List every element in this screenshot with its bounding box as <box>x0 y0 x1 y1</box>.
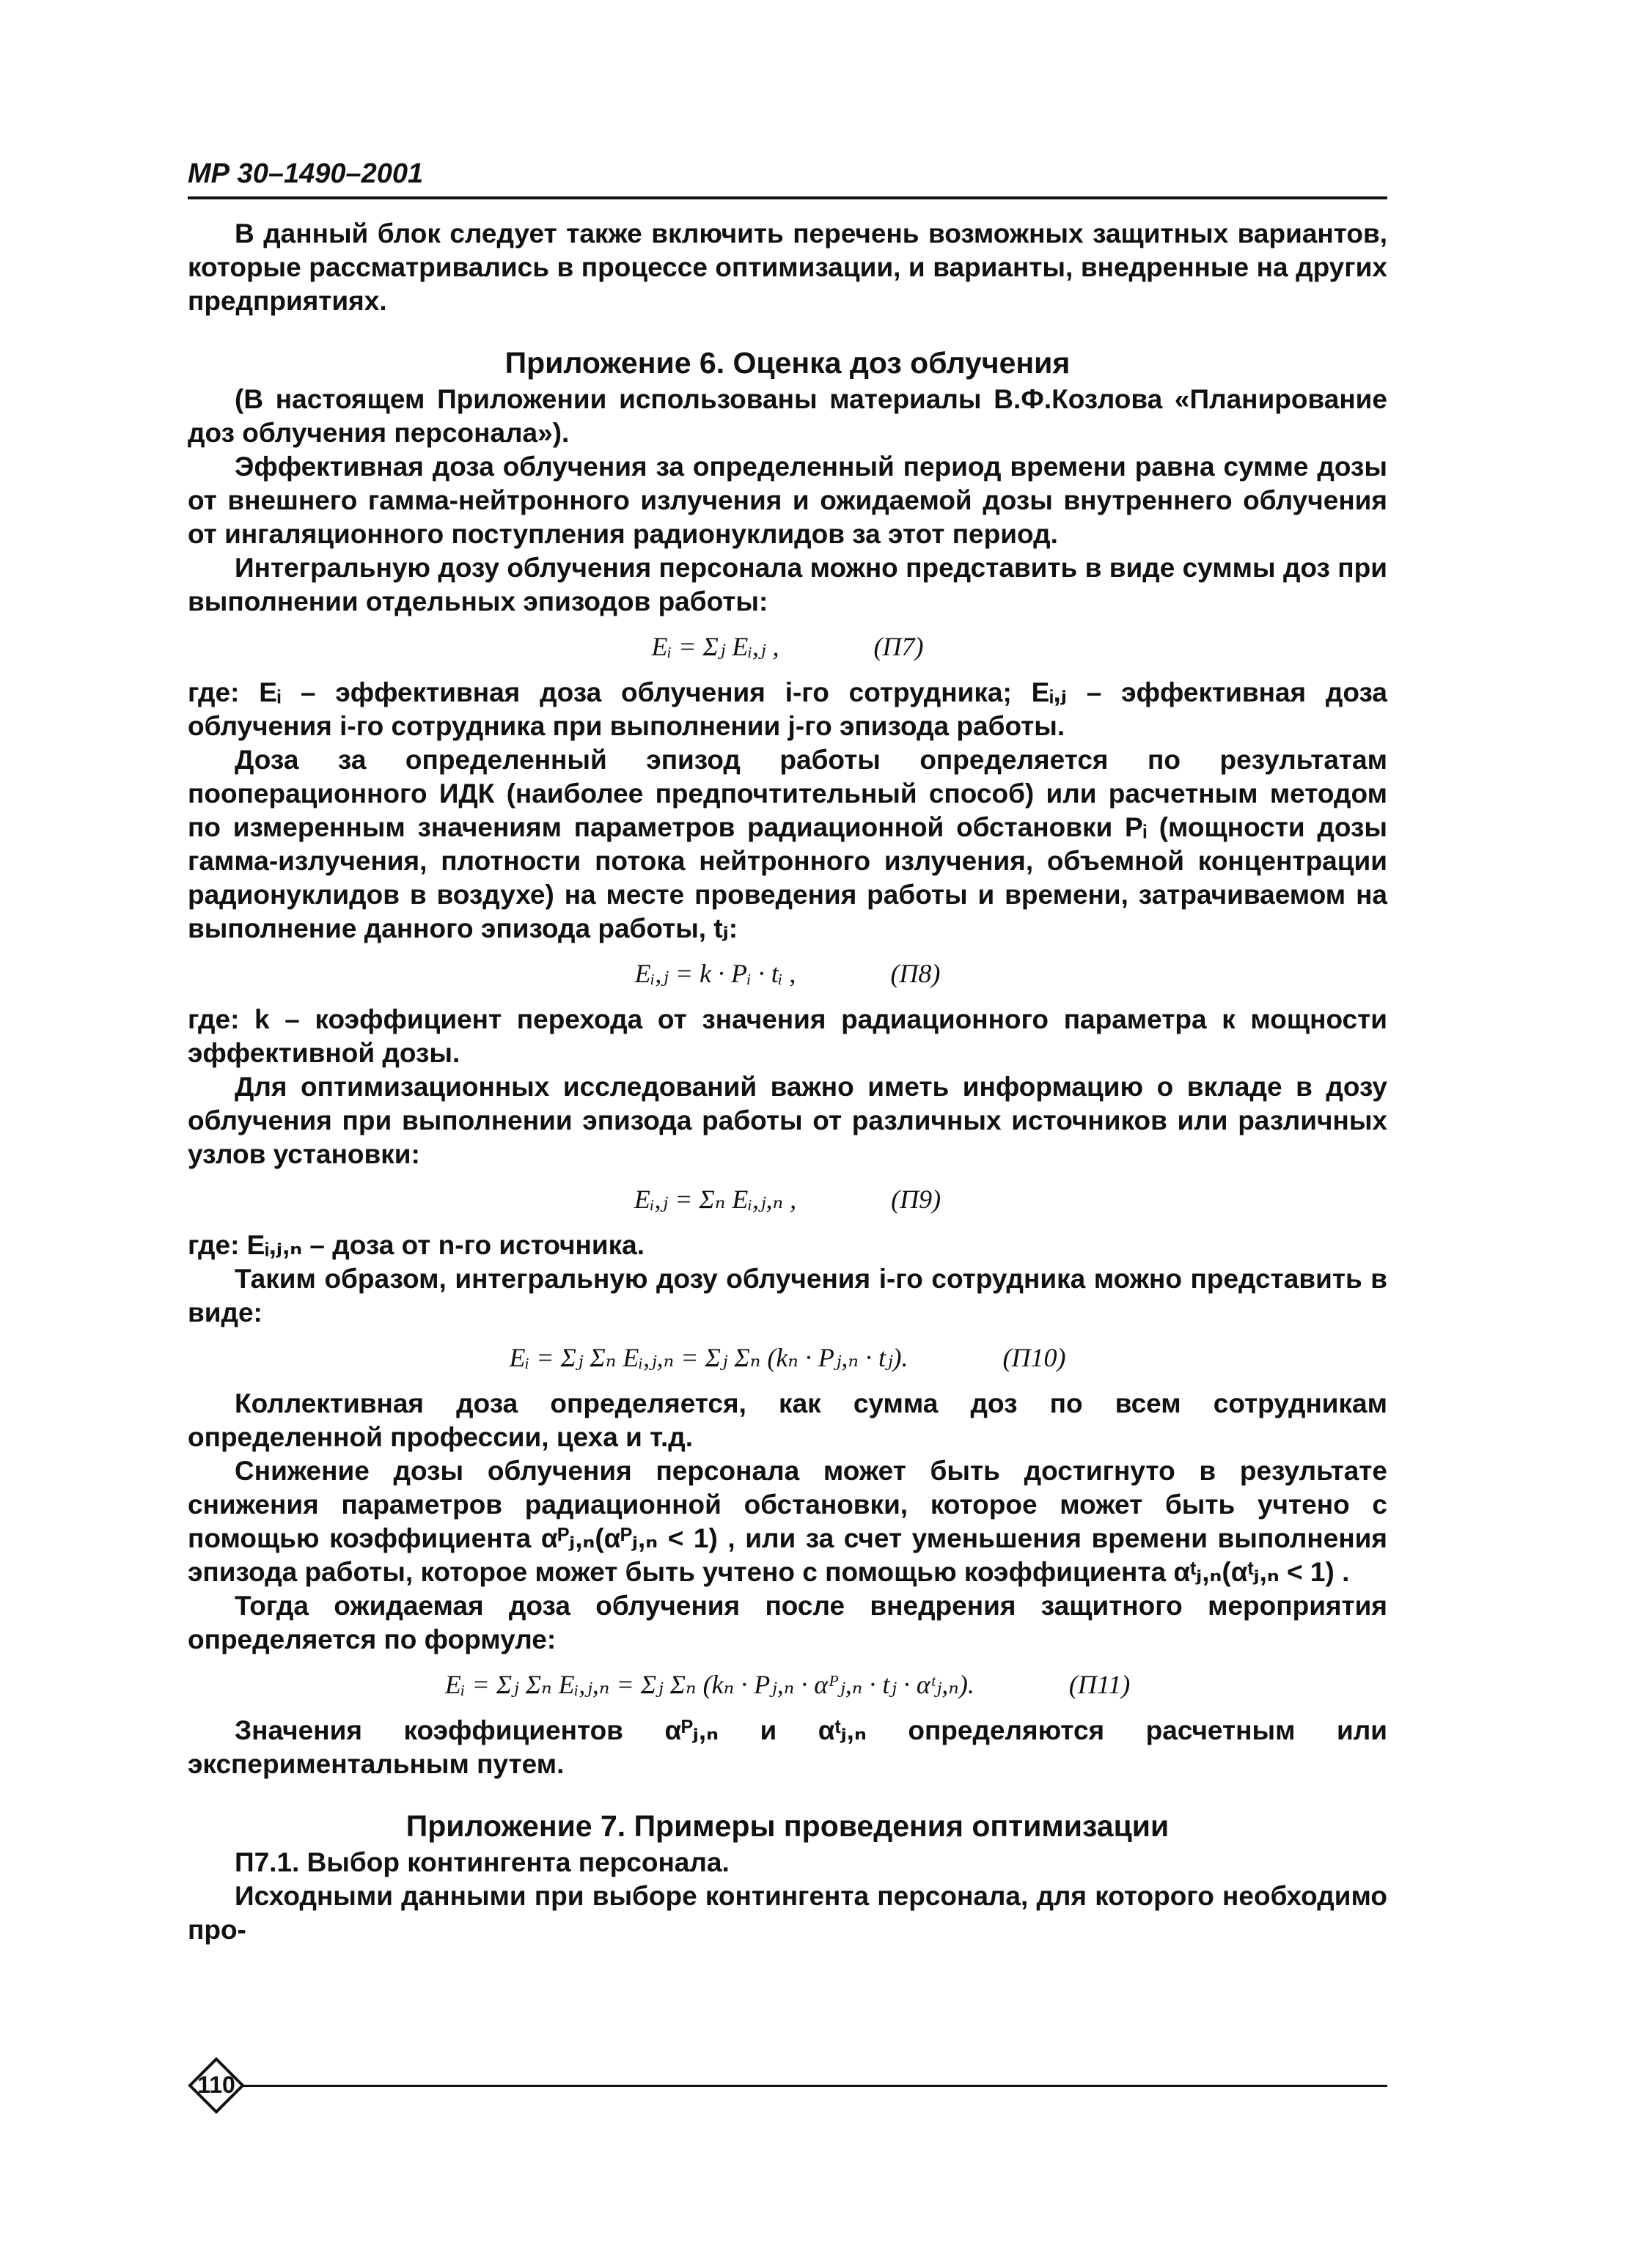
document-code: МР 30–1490–2001 <box>188 158 424 189</box>
paragraph: (В настоящем Приложении использованы материалы В.Ф.Козлова «Планирование доз облучения персонала»). <box>188 384 1387 448</box>
paragraph: Коллективная доза определяется, как сумма доз по всем сотрудникам определенной профессии, цеха и т.д. <box>188 1388 1387 1452</box>
page-number: 110 <box>197 2072 235 2098</box>
appendix-6-heading: Приложение 6. Оценка доз облучения <box>504 346 1071 380</box>
paragraph: Эффективная доза облучения за определенный период времени равна сумме дозы от внешнего гамма-нейтронного излучения и ожидаемой дозы внутреннего облучения от ингаляционного поступления радионуклидов за этот период. <box>188 452 1387 549</box>
formula-expression: Eᵢ,ⱼ = Σₙ Eᵢ,ⱼ,ₙ , <box>634 1185 797 1214</box>
paragraph: Значения коэффициентов αᴾⱼ,ₙ и αᵗⱼ,ₙ определяются расчетным или экспериментальным путем. <box>188 1715 1387 1779</box>
paragraph: где: k – коэффициент перехода от значения радиационного параметра к мощности эффективной дозы. <box>188 1004 1387 1068</box>
paragraph: где: Eᵢ,ⱼ,ₙ – доза от n-го источника. <box>188 1230 645 1260</box>
paragraph: В данный блок следует также включить перечень возможных защитных вариантов, которые рассматривались в процессе оптимизации, и варианты, внедренные на других предприятиях. <box>188 218 1387 316</box>
formula-p11 <box>188 1663 1387 1706</box>
formula-p8 <box>188 951 1387 995</box>
formula-number: (П8) <box>890 959 941 988</box>
paragraph: где: Eᵢ – эффективная доза облучения i-го сотрудника; Eᵢ,ⱼ – эффективная доза облучения i-го сотрудника при выполнении j-го эпизода работы. <box>188 677 1387 741</box>
formula-number: (П10) <box>1002 1343 1066 1372</box>
formula-number: (П11) <box>1068 1670 1131 1699</box>
footer-rule <box>242 2085 1387 2087</box>
appendix-7-heading: Приложение 7. Примеры проведения оптимизации <box>405 1809 1170 1843</box>
formula-number: (П7) <box>873 632 924 661</box>
formula-expression: Eᵢ = Σⱼ Σₙ Eᵢ,ⱼ,ₙ = Σⱼ Σₙ (kₙ · Pⱼ,ₙ · tⱼ). <box>509 1343 908 1372</box>
paragraph: Снижение дозы облучения персонала может быть достигнуто в результате снижения параметров радиационной обстановки, которое может быть учтено с помощью коэффициента αᴾⱼ,ₙ(αᴾⱼ,ₙ < 1) , или за счет уменьшения времени выполнения эпизода работы, которое может быть учтено с помощью коэффициента αᵗⱼ,ₙ(αᵗⱼ,ₙ < 1) . <box>188 1456 1387 1587</box>
formula-p9 <box>188 1177 1387 1221</box>
page-body <box>188 217 1387 1947</box>
page-number-badge <box>188 2057 245 2114</box>
paragraph: Исходными данными при выборе контингента персонала, для которого необходимо про- <box>188 1881 1387 1945</box>
formula-expression: Eᵢ = Σⱼ Σₙ Eᵢ,ⱼ,ₙ = Σⱼ Σₙ (kₙ · Pⱼ,ₙ · αᴾⱼ,ₙ · tⱼ · αᵗⱼ,ₙ). <box>444 1670 974 1699</box>
paragraph: Доза за определенный эпизод работы определяется по результатам пооперационного ИДК (наиболее предпочтительный способ) или расчетным методом по измеренным значениям параметров радиационной обстановки Pᵢ (мощности дозы гамма-излучения, плотности потока нейтронного излучения, объемной концентрации радионуклидов в воздухе) на месте проведения работы и времени, затрачиваемом на выполнение данного эпизода работы, tⱼ: <box>188 745 1387 943</box>
paragraph: Интегральную дозу облучения персонала можно представить в виде суммы доз при выполнении отдельных эпизодов работы: <box>188 553 1387 616</box>
formula-p10 <box>188 1336 1387 1380</box>
formula-p7 <box>188 625 1387 669</box>
paragraph: Таким образом, интегральную дозу облучения i-го сотрудника можно представить в виде: <box>188 1264 1387 1328</box>
header-rule <box>188 196 1387 199</box>
paragraph: Тогда ожидаемая доза облучения после внедрения защитного мероприятия определяется по формуле: <box>188 1591 1387 1654</box>
formula-number: (П9) <box>891 1185 941 1214</box>
paragraph: Для оптимизационных исследований важно иметь информацию о вкладе в дозу облучения при выполнении эпизода работы от различных источников или различных узлов установки: <box>188 1072 1387 1169</box>
formula-expression: Eᵢ,ⱼ = k · Pᵢ · tᵢ , <box>634 959 796 988</box>
formula-expression: Eᵢ = Σⱼ Eᵢ,ⱼ , <box>651 632 779 661</box>
paragraph: П7.1. Выбор контингента персонала. <box>235 1847 730 1877</box>
